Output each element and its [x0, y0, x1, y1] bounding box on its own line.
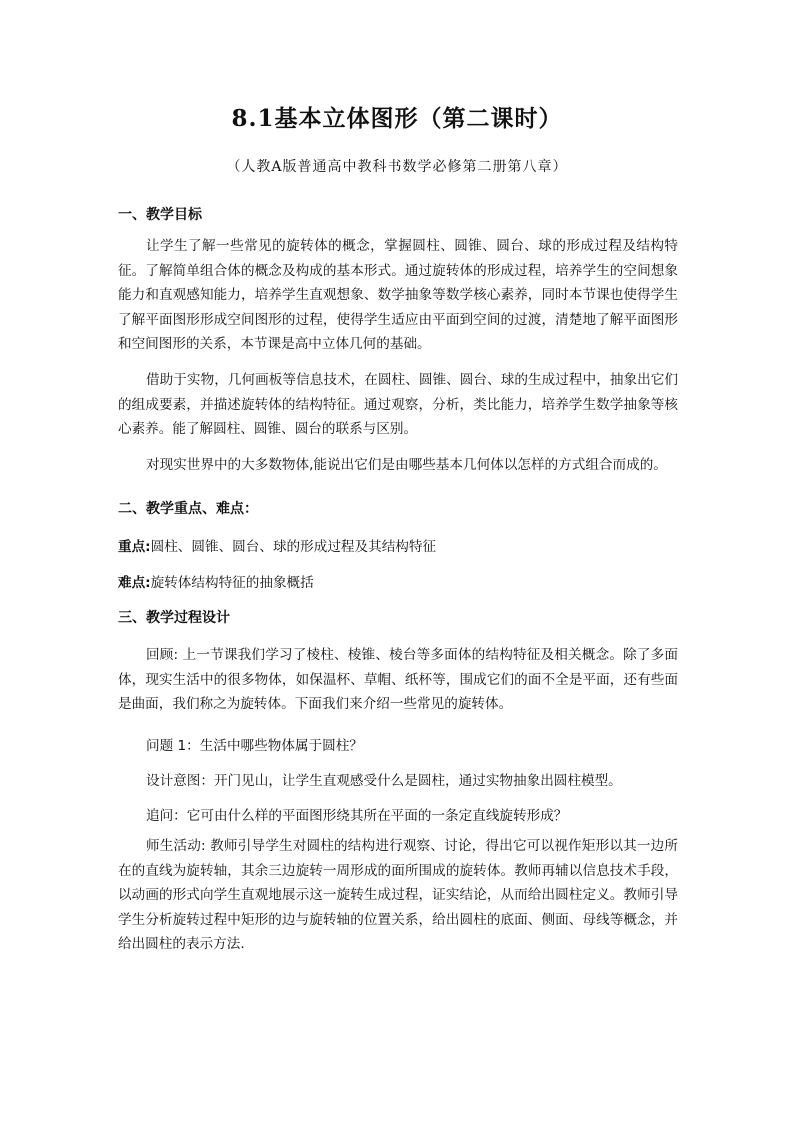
- document-title: 8.1基本立体图形（第二课时）: [231, 105, 563, 132]
- difficulty-text: 旋转体结构特征的抽象概括: [150, 575, 314, 591]
- section-heading-key-points: 二、教学重点、难点：: [118, 501, 258, 517]
- review-paragraph: 回顾: 上一节课我们学习了棱柱、棱锥、棱台等多面体的结构特征及相关概念。除了多面体，现实生活中的很多物体，如保温杯、草帽、纸杯等，围成它们的面不全是平面，还有些面是曲面，我们称之为旋转体。下面我们来介绍一些常见的旋转体。: [118, 647, 678, 712]
- key-point-text: 圆柱、圆锥、圆台、球的形成过程及其结构特征: [150, 539, 437, 555]
- objectives-paragraph-2: 借助于实物，几何画板等信息技术，在圆柱、圆锥、圆台、球的生成过程中，抽象出它们的组成要素，并描述旋转体的结构特征。通过观察，分析，类比能力，培养学生数学抽象等核心素养。能了解圆柱、圆锥、圆台的联系与区别。: [118, 372, 678, 437]
- difficulty-label: 难点:: [118, 575, 151, 591]
- question-1: 问题 1：生活中哪些物体属于圆柱？: [146, 738, 363, 754]
- key-point-label: 重点:: [118, 539, 151, 555]
- design-intent: 设计意图：开门见山，让学生直观感受什么是圆柱，通过实物抽象出圆柱模型。: [146, 773, 622, 789]
- follow-up-question: 追问：它可由什么样的平面图形绕其所在平面的一条定直线旋转形成？: [146, 808, 568, 824]
- section-heading-objectives: 一、教学目标: [118, 207, 202, 223]
- teacher-student-activity: 师生活动: 教师引导学生对圆柱的结构进行观察、讨论，得出它可以视作矩形以其一边所在的直线为旋转轴，其余三边旋转一周形成的面所围成的旋转体。教师再辅以信息技术手段，以动画的形式向学生直观地展示这一旋转生成过程，证实结论，从而给出圆柱定义。教师引导学生分析旋转过程中矩形的边与旋转轴的位置关系，给出圆柱的底面、侧面、母线等概念，并给出圆柱的表示方法.: [118, 838, 678, 952]
- document-subtitle: （人教A版普通高中教科书数学必修第二册第八章）: [226, 159, 568, 175]
- key-point-line: [118, 535, 436, 555]
- section-heading-process: 三、教学过程设计: [118, 610, 230, 626]
- objectives-paragraph-3: 对现实世界中的大多数物体,能说出它们是由哪些基本几何体以怎样的方式组合而成的。: [146, 457, 667, 473]
- difficulty-line: [118, 571, 314, 591]
- objectives-paragraph-1: 让学生了解一些常见的旋转体的概念，掌握圆柱、圆锥、圆台、球的形成过程及结构特征。了解简单组合体的概念及构成的基本形式。通过旋转体的形成过程，培养学生的空间想象能力和直观感知能力，培养学生直观想象、数学抽象等数学核心素养，同时本节课也使得学生了解平面图形形成空间图形的过程，使得学生适应由平面到空间的过渡，清楚地了解平面图形和空间图形的关系，本节课是高中立体几何的基础。: [118, 238, 678, 352]
